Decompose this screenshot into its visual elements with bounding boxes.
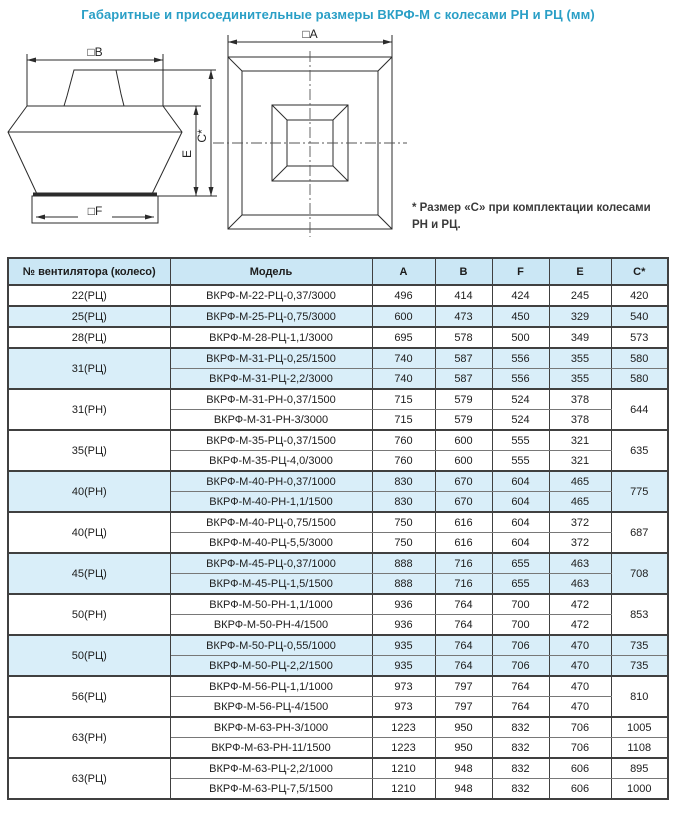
column-header-4: F <box>492 258 549 285</box>
dim-a-cell: 600 <box>372 306 435 327</box>
dim-f-cell: 604 <box>492 533 549 554</box>
model-cell: ВКРФ-М-50-РН-1,1/1000 <box>170 594 372 615</box>
model-cell: ВКРФ-М-63-РН-11/1500 <box>170 738 372 759</box>
model-cell: ВКРФ-М-31-РН-3/3000 <box>170 410 372 431</box>
dim-c-cell: 735 <box>611 635 668 656</box>
dim-c-cell: 810 <box>611 676 668 717</box>
dim-f-cell: 524 <box>492 389 549 410</box>
dim-e-cell: 472 <box>549 594 611 615</box>
dim-a-cell: 750 <box>372 512 435 533</box>
dim-label-c: C* <box>195 129 209 143</box>
table-row <box>8 758 668 779</box>
fan-number-cell: 56(РЦ) <box>8 676 170 717</box>
footnote-line2: РН и РЦ. <box>412 219 461 232</box>
dim-f-cell: 524 <box>492 410 549 431</box>
dim-e-cell: 463 <box>549 574 611 595</box>
dim-f-cell: 655 <box>492 553 549 574</box>
dim-e-cell: 470 <box>549 635 611 656</box>
dim-b-cell: 716 <box>435 553 492 574</box>
dim-b-cell: 764 <box>435 635 492 656</box>
dim-f-cell: 604 <box>492 492 549 513</box>
table-header-row <box>8 258 668 285</box>
table-row <box>8 512 668 533</box>
dim-b-cell: 579 <box>435 410 492 431</box>
dim-e-cell: 245 <box>549 285 611 306</box>
dim-c-cell: 775 <box>611 471 668 512</box>
model-cell: ВКРФ-М-50-РН-4/1500 <box>170 615 372 636</box>
dim-b-cell: 950 <box>435 717 492 738</box>
dim-a-cell: 830 <box>372 492 435 513</box>
model-cell: ВКРФ-М-31-РН-0,37/1500 <box>170 389 372 410</box>
dim-a-cell: 936 <box>372 615 435 636</box>
table-row <box>8 348 668 369</box>
dim-e-cell: 465 <box>549 471 611 492</box>
model-cell: ВКРФ-М-28-РЦ-1,1/3000 <box>170 327 372 348</box>
model-cell: ВКРФ-М-45-РЦ-0,37/1000 <box>170 553 372 574</box>
dim-b-cell: 670 <box>435 492 492 513</box>
fan-number-cell: 31(РЦ) <box>8 348 170 389</box>
dim-b-cell: 579 <box>435 389 492 410</box>
dim-b-cell: 948 <box>435 758 492 779</box>
dim-a-cell: 695 <box>372 327 435 348</box>
dim-a-cell: 888 <box>372 553 435 574</box>
model-cell: ВКРФ-М-22-РЦ-0,37/3000 <box>170 285 372 306</box>
dim-f-cell: 832 <box>492 717 549 738</box>
dim-e-cell: 470 <box>549 656 611 677</box>
dim-a-cell: 1210 <box>372 758 435 779</box>
dim-f-cell: 604 <box>492 471 549 492</box>
dim-a-cell: 740 <box>372 369 435 390</box>
fan-number-cell: 31(РН) <box>8 389 170 430</box>
fan-number-cell: 50(РЦ) <box>8 635 170 676</box>
dim-b-cell: 414 <box>435 285 492 306</box>
dim-e-cell: 706 <box>549 738 611 759</box>
model-cell: ВКРФ-М-45-РЦ-1,5/1500 <box>170 574 372 595</box>
dim-e-cell: 463 <box>549 553 611 574</box>
dim-a-cell: 830 <box>372 471 435 492</box>
table-row <box>8 389 668 410</box>
column-header-3: B <box>435 258 492 285</box>
model-cell: ВКРФ-М-56-РЦ-1,1/1000 <box>170 676 372 697</box>
dim-b-cell: 716 <box>435 574 492 595</box>
fan-number-cell: 45(РЦ) <box>8 553 170 594</box>
dim-a-cell: 740 <box>372 348 435 369</box>
dim-f-cell: 706 <box>492 635 549 656</box>
dim-e-cell: 355 <box>549 348 611 369</box>
dim-f-cell: 832 <box>492 738 549 759</box>
dim-f-cell: 555 <box>492 451 549 472</box>
model-cell: ВКРФ-М-35-РЦ-4,0/3000 <box>170 451 372 472</box>
dim-f-cell: 832 <box>492 758 549 779</box>
table-row <box>8 676 668 697</box>
dim-f-cell: 655 <box>492 574 549 595</box>
dim-c-cell: 635 <box>611 430 668 471</box>
dim-b-cell: 670 <box>435 471 492 492</box>
table-row <box>8 430 668 451</box>
dim-e-cell: 329 <box>549 306 611 327</box>
dim-a-cell: 750 <box>372 533 435 554</box>
dim-e-cell: 470 <box>549 697 611 718</box>
dim-b-cell: 797 <box>435 676 492 697</box>
dim-c-cell: 540 <box>611 306 668 327</box>
dim-a-cell: 1223 <box>372 738 435 759</box>
dim-e-cell: 372 <box>549 512 611 533</box>
dim-b-cell: 764 <box>435 594 492 615</box>
dim-a-cell: 1210 <box>372 779 435 800</box>
dim-c-cell: 1108 <box>611 738 668 759</box>
dim-b-cell: 764 <box>435 615 492 636</box>
dim-e-cell: 465 <box>549 492 611 513</box>
dim-b-cell: 473 <box>435 306 492 327</box>
dim-label-b: □B <box>87 45 103 59</box>
table-row <box>8 717 668 738</box>
table-row <box>8 553 668 574</box>
column-header-2: A <box>372 258 435 285</box>
fan-number-cell: 40(РН) <box>8 471 170 512</box>
dim-c-cell: 895 <box>611 758 668 779</box>
model-cell: ВКРФ-М-40-РЦ-5,5/3000 <box>170 533 372 554</box>
model-cell: ВКРФ-М-25-РЦ-0,75/3000 <box>170 306 372 327</box>
dim-f-cell: 450 <box>492 306 549 327</box>
model-cell: ВКРФ-М-63-РЦ-2,2/1000 <box>170 758 372 779</box>
dim-a-cell: 973 <box>372 697 435 718</box>
dim-c-cell: 1000 <box>611 779 668 800</box>
table-row <box>8 471 668 492</box>
table-row <box>8 285 668 306</box>
dim-f-cell: 700 <box>492 615 549 636</box>
dim-c-cell: 644 <box>611 389 668 430</box>
dim-b-cell: 948 <box>435 779 492 800</box>
dim-b-cell: 600 <box>435 451 492 472</box>
dim-f-cell: 500 <box>492 327 549 348</box>
dim-f-cell: 424 <box>492 285 549 306</box>
dim-b-cell: 616 <box>435 512 492 533</box>
dim-label-f: □F <box>87 204 103 218</box>
table-row <box>8 635 668 656</box>
dim-label-a: □A <box>302 27 318 41</box>
fan-number-cell: 40(РЦ) <box>8 512 170 553</box>
dim-f-cell: 555 <box>492 430 549 451</box>
fan-number-cell: 35(РЦ) <box>8 430 170 471</box>
dim-a-cell: 715 <box>372 410 435 431</box>
page-title: Габаритные и присоединительные размеры ВКРФ-М с колесами РН и РЦ (мм) <box>81 7 595 22</box>
dim-a-cell: 973 <box>372 676 435 697</box>
dim-b-cell: 616 <box>435 533 492 554</box>
fan-number-cell: 22(РЦ) <box>8 285 170 306</box>
fan-number-cell: 50(РН) <box>8 594 170 635</box>
dim-e-cell: 472 <box>549 615 611 636</box>
dim-label-e: E <box>180 149 194 159</box>
dim-b-cell: 797 <box>435 697 492 718</box>
dim-a-cell: 715 <box>372 389 435 410</box>
dim-e-cell: 372 <box>549 533 611 554</box>
dim-e-cell: 378 <box>549 389 611 410</box>
model-cell: ВКРФ-М-35-РЦ-0,37/1500 <box>170 430 372 451</box>
dim-e-cell: 321 <box>549 451 611 472</box>
dim-e-cell: 606 <box>549 779 611 800</box>
footnote <box>412 200 664 235</box>
model-cell: ВКРФ-М-63-РЦ-7,5/1500 <box>170 779 372 800</box>
table-row <box>8 327 668 348</box>
column-header-0: № вентилятора (колесо) <box>8 258 170 285</box>
fan-number-cell: 28(РЦ) <box>8 327 170 348</box>
dim-b-cell: 950 <box>435 738 492 759</box>
dim-a-cell: 936 <box>372 594 435 615</box>
dim-b-cell: 578 <box>435 327 492 348</box>
dim-b-cell: 587 <box>435 348 492 369</box>
table-row <box>8 594 668 615</box>
dim-f-cell: 604 <box>492 512 549 533</box>
fan-number-cell: 63(РН) <box>8 717 170 758</box>
dim-e-cell: 470 <box>549 676 611 697</box>
dim-e-cell: 321 <box>549 430 611 451</box>
fan-number-cell: 25(РЦ) <box>8 306 170 327</box>
dim-c-cell: 1005 <box>611 717 668 738</box>
column-header-5: E <box>549 258 611 285</box>
dim-c-cell: 708 <box>611 553 668 594</box>
dim-e-cell: 355 <box>549 369 611 390</box>
model-cell: ВКРФ-М-31-РЦ-0,25/1500 <box>170 348 372 369</box>
dim-b-cell: 587 <box>435 369 492 390</box>
dim-c-cell: 420 <box>611 285 668 306</box>
table-row <box>8 306 668 327</box>
dim-a-cell: 760 <box>372 451 435 472</box>
fan-number-cell: 63(РЦ) <box>8 758 170 799</box>
dim-c-cell: 735 <box>611 656 668 677</box>
dimensions-table <box>7 257 669 800</box>
dim-b-cell: 764 <box>435 656 492 677</box>
dim-a-cell: 888 <box>372 574 435 595</box>
dim-a-cell: 1223 <box>372 717 435 738</box>
footnote-line1: * Размер «С» при комплектации колесами <box>412 202 651 214</box>
dim-f-cell: 832 <box>492 779 549 800</box>
dim-c-cell: 687 <box>611 512 668 553</box>
dim-a-cell: 935 <box>372 635 435 656</box>
column-header-1: Модель <box>170 258 372 285</box>
model-cell: ВКРФ-М-56-РЦ-4/1500 <box>170 697 372 718</box>
table-body <box>8 285 668 799</box>
dim-f-cell: 764 <box>492 676 549 697</box>
dim-f-cell: 556 <box>492 369 549 390</box>
dim-f-cell: 764 <box>492 697 549 718</box>
dim-f-cell: 700 <box>492 594 549 615</box>
dim-f-cell: 706 <box>492 656 549 677</box>
dim-b-cell: 600 <box>435 430 492 451</box>
dim-f-cell: 556 <box>492 348 549 369</box>
dim-c-cell: 573 <box>611 327 668 348</box>
model-cell: ВКРФ-М-40-РЦ-0,75/1500 <box>170 512 372 533</box>
dimension-drawings <box>0 24 676 253</box>
model-cell: ВКРФ-М-63-РН-3/1000 <box>170 717 372 738</box>
column-header-6: C* <box>611 258 668 285</box>
dim-e-cell: 706 <box>549 717 611 738</box>
model-cell: ВКРФ-М-40-РН-1,1/1500 <box>170 492 372 513</box>
dim-a-cell: 496 <box>372 285 435 306</box>
dim-c-cell: 580 <box>611 348 668 369</box>
dim-c-cell: 853 <box>611 594 668 635</box>
dim-a-cell: 760 <box>372 430 435 451</box>
dim-e-cell: 606 <box>549 758 611 779</box>
model-cell: ВКРФ-М-40-РН-0,37/1000 <box>170 471 372 492</box>
dim-c-cell: 580 <box>611 369 668 390</box>
dim-e-cell: 378 <box>549 410 611 431</box>
model-cell: ВКРФ-М-31-РЦ-2,2/3000 <box>170 369 372 390</box>
model-cell: ВКРФ-М-50-РЦ-2,2/1500 <box>170 656 372 677</box>
dim-a-cell: 935 <box>372 656 435 677</box>
model-cell: ВКРФ-М-50-РЦ-0,55/1000 <box>170 635 372 656</box>
dim-e-cell: 349 <box>549 327 611 348</box>
